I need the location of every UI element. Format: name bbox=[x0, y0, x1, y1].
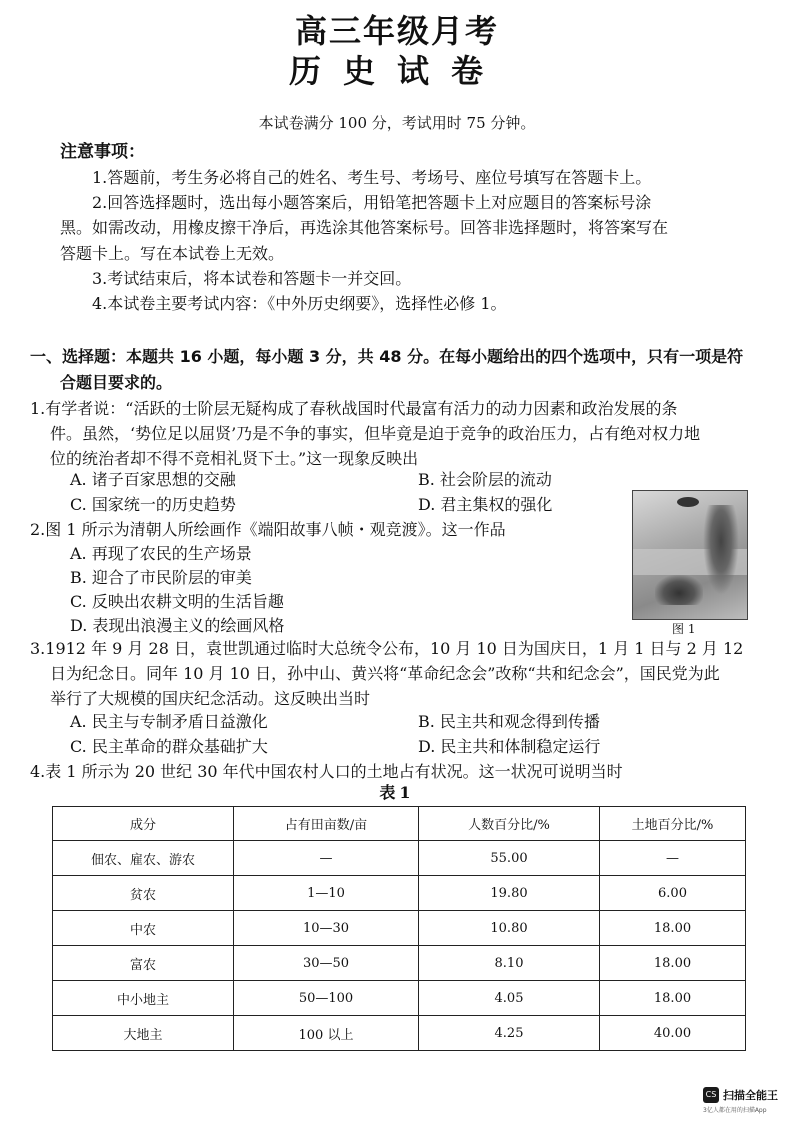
table-cell: 贫农 bbox=[53, 876, 234, 911]
table-cell: 18.00 bbox=[600, 946, 746, 981]
q3-option-d: D. 民主共和体制稳定运行 bbox=[418, 737, 601, 756]
table-cell: 4.05 bbox=[419, 981, 600, 1016]
table-cell: 6.00 bbox=[600, 876, 746, 911]
notice-line: 3.考试结束后，将本试卷和答题卡一并交回。 bbox=[92, 269, 412, 288]
q1-option-b: B. 社会阶层的流动 bbox=[418, 470, 552, 489]
table-cell: 8.10 bbox=[419, 946, 600, 981]
notice-line: 答题卡上。写在本试卷上无效。 bbox=[60, 244, 285, 263]
table-row bbox=[53, 981, 746, 1016]
section-heading-cont: 合题目要求的。 bbox=[60, 373, 173, 392]
table-cell: 4.25 bbox=[419, 1016, 600, 1051]
table-header: 土地百分比/% bbox=[600, 807, 746, 841]
q3-option-c: C. 民主革命的群众基础扩大 bbox=[70, 737, 268, 756]
table-cell: 55.00 bbox=[419, 841, 600, 876]
q1-stem: 件。虽然，‘势位足以屈贤’乃是不争的事实，但毕竟是迫于竞争的政治压力，占有绝对权力地 bbox=[50, 424, 701, 443]
table-cell: 19.80 bbox=[419, 876, 600, 911]
table-cell: 100 以上 bbox=[234, 1016, 419, 1051]
notice-line: 4.本试卷主要考试内容：《中外历史纲要》，选择性必修 1。 bbox=[92, 294, 507, 313]
table-header: 人数百分比/% bbox=[419, 807, 600, 841]
exam-title-line1: 高三年级月考 bbox=[294, 12, 499, 50]
table-header: 成分 bbox=[53, 807, 234, 841]
notice-line: 1.答题前，考生务必将自己的姓名、考生号、考场号、座位号填写在答题卡上。 bbox=[92, 168, 652, 187]
q1-stem: 位的统治者却不得不竞相礼贤下士。”这一现象反映出 bbox=[50, 449, 419, 468]
table-row bbox=[53, 876, 746, 911]
q2-option-b: B. 迎合了市民阶层的审美 bbox=[70, 568, 252, 587]
table-title: 表1 bbox=[379, 783, 415, 802]
q2-stem: 2.图 1 所示为清朝人所绘画作《端阳故事八帧・观竞渡》。这一作品 bbox=[30, 520, 506, 539]
table-cell: 中农 bbox=[53, 911, 234, 946]
table-cell: 10—30 bbox=[234, 911, 419, 946]
q3-option-a: A. 民主与专制矛盾日益激化 bbox=[70, 712, 268, 731]
camscanner-logo-icon: CS bbox=[703, 1087, 719, 1103]
exam-title-line2: 历史试卷 bbox=[288, 52, 505, 90]
table-cell: 40.00 bbox=[600, 1016, 746, 1051]
notice-line: 2.回答选择题时，选出每小题答案后，用铅笔把答题卡上对应题目的答案标号涂 bbox=[92, 193, 652, 212]
notice-heading: 注意事项： bbox=[60, 142, 145, 162]
q1-stem: 1.有学者说：“活跃的士阶层无疑构成了春秋战国时代最富有活力的动力因素和政治发展的条 bbox=[30, 399, 678, 418]
table-cell: 18.00 bbox=[600, 981, 746, 1016]
q3-stem: 3.1912 年 9 月 28 日，袁世凯通过临时大总统令公布，10 月 10 日为国庆日，1 月 1 日与 2 月 12 bbox=[30, 639, 744, 658]
watermark-tagline: 3亿人都在用的扫描App bbox=[703, 1107, 767, 1114]
table-row bbox=[53, 911, 746, 946]
figure-caption: 图 1 bbox=[672, 622, 696, 636]
table-cell: 大地主 bbox=[53, 1016, 234, 1051]
table-row bbox=[53, 946, 746, 981]
q3-stem: 日为纪念日。同年 10 月 10 日，孙中山、黄兴将“革命纪念会”改称“共和纪念会”，国民党为此 bbox=[50, 664, 720, 683]
table-cell: — bbox=[234, 841, 419, 876]
table-cell: 佃农、雇农、游农 bbox=[53, 841, 234, 876]
table-header-row bbox=[53, 807, 746, 841]
table-cell: 富农 bbox=[53, 946, 234, 981]
table-row bbox=[53, 841, 746, 876]
section-heading: 一、选择题：本题共 16 小题，每小题 3 分，共 48 分。在每小题给出的四个选项中，只有一项是符 bbox=[30, 347, 744, 366]
notice-line: 黑。如需改动，用橡皮擦干净后，再选涂其他答案标号。回答非选择题时，将答案写在 bbox=[60, 218, 669, 237]
land-table bbox=[52, 806, 746, 1051]
table-cell: — bbox=[600, 841, 746, 876]
q3-option-b: B. 民主共和观念得到传播 bbox=[418, 712, 600, 731]
exam-subtitle: 本试卷满分 100 分，考试用时 75 分钟。 bbox=[258, 114, 536, 132]
q1-option-d: D. 君主集权的强化 bbox=[418, 495, 553, 514]
table-cell: 10.80 bbox=[419, 911, 600, 946]
table-cell: 30—50 bbox=[234, 946, 419, 981]
table-row bbox=[53, 1016, 746, 1051]
q1-option-a: A. 诸子百家思想的交融 bbox=[70, 470, 236, 489]
table-cell: 50—100 bbox=[234, 981, 419, 1016]
table-cell: 18.00 bbox=[600, 911, 746, 946]
table-header: 占有田亩数/亩 bbox=[234, 807, 419, 841]
q1-option-c: C. 国家统一的历史趋势 bbox=[70, 495, 236, 514]
watermark-name: 扫描全能王 bbox=[723, 1089, 778, 1102]
table-cell: 1—10 bbox=[234, 876, 419, 911]
q2-option-a: A. 再现了农民的生产场景 bbox=[70, 544, 252, 563]
scanner-watermark bbox=[703, 1085, 793, 1115]
table-cell: 中小地主 bbox=[53, 981, 234, 1016]
q3-stem: 举行了大规模的国庆纪念活动。这反映出当时 bbox=[50, 689, 371, 708]
painting-figure bbox=[632, 490, 748, 620]
q2-option-c: C. 反映出农耕文明的生活旨趣 bbox=[70, 592, 284, 611]
q4-stem: 4.表 1 所示为 20 世纪 30 年代中国农村人口的土地占有状况。这一状况可说明当时 bbox=[30, 762, 623, 781]
q2-option-d: D. 表现出浪漫主义的绘画风格 bbox=[70, 616, 285, 635]
